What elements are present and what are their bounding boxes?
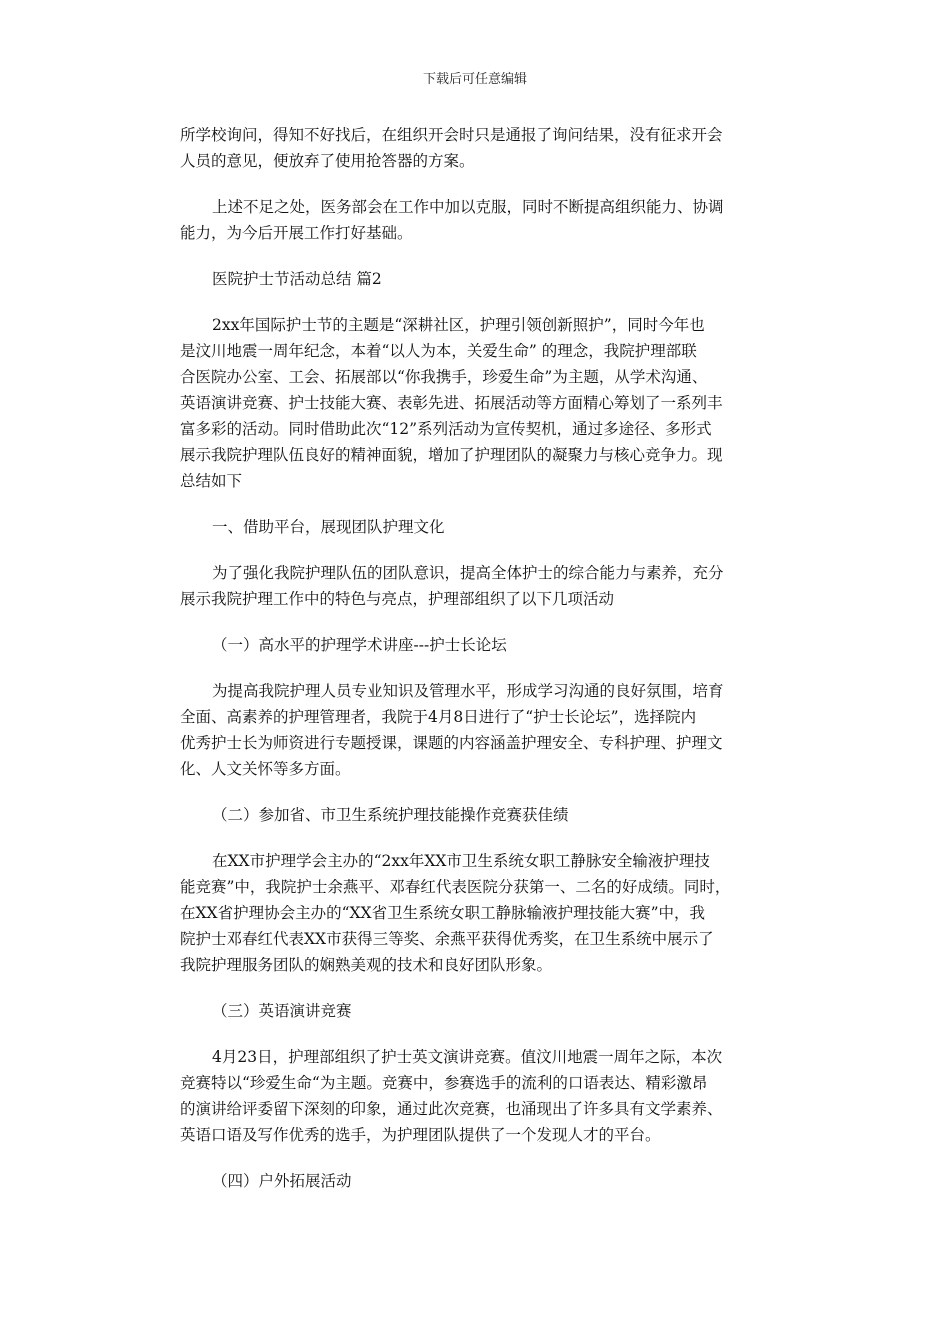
text-line: 全面、高素养的护理管理者，我院于4月8日进行了“护士长论坛”，选择院内 bbox=[180, 708, 697, 726]
text-line: 所学校询问，得知不好找后，在组织开会时只是通报了询问结果，没有征求开会 bbox=[180, 126, 723, 144]
paragraph-8 bbox=[180, 678, 780, 782]
page-header: 下载后可任意编辑 bbox=[422, 72, 527, 87]
item-heading-4 bbox=[180, 1168, 780, 1194]
item-heading-3 bbox=[180, 998, 780, 1024]
text-line: 一、借助平台，展现团队护理文化 bbox=[212, 518, 445, 536]
text-line: 总结如下 bbox=[180, 472, 243, 490]
text-line: （三）英语演讲竞赛 bbox=[212, 1002, 352, 1020]
section-heading bbox=[180, 266, 780, 292]
text-line: （一）高水平的护理学术讲座---护士长论坛 bbox=[212, 636, 507, 654]
paragraph-2 bbox=[180, 194, 780, 246]
text-line: 上述不足之处，医务部会在工作中加以克服，同时不断提高组织能力、协调 bbox=[212, 198, 724, 216]
paragraph-1 bbox=[180, 122, 780, 174]
text-line: （四）户外拓展活动 bbox=[212, 1172, 352, 1190]
item-heading-1 bbox=[180, 632, 780, 658]
text-line: 在XX省护理协会主办的“XX省卫生系统女职工静脉输液护理技能大赛”中，我 bbox=[180, 904, 705, 922]
text-line: 医院护士节活动总结 篇2 bbox=[212, 270, 382, 288]
document-body bbox=[180, 122, 780, 1194]
text-line: 为提高我院护理人员专业知识及管理水平，形成学习沟通的良好氛围，培育 bbox=[212, 682, 724, 700]
paragraph-10 bbox=[180, 848, 780, 978]
paragraph-12 bbox=[180, 1044, 780, 1148]
text-line: 为了强化我院护理队伍的团队意识，提高全体护士的综合能力与素养，充分 bbox=[212, 564, 724, 582]
subsection-heading bbox=[180, 514, 780, 540]
text-line: 2xx年国际护士节的主题是“深耕社区，护理引领创新照护”，同时今年也 bbox=[212, 316, 705, 334]
text-line: （二）参加省、市卫生系统护理技能操作竞赛获佳绩 bbox=[212, 806, 569, 824]
text-line: 能竞赛”中，我院护士余燕平、邓春红代表医院分获第一、二名的好成绩。同时， bbox=[180, 878, 731, 896]
paragraph-6 bbox=[180, 560, 780, 612]
item-heading-2 bbox=[180, 802, 780, 828]
text-line: 化、人文关怀等多方面。 bbox=[180, 760, 351, 778]
text-line: 是汶川地震一周年纪念，本着“以人为本，关爱生命” 的理念，我院护理部联 bbox=[180, 342, 697, 360]
text-line: 的演讲给评委留下深刻的印象，通过此次竞赛，也涌现出了许多具有文学素养、 bbox=[180, 1100, 723, 1118]
text-line: 展示我院护理队伍良好的精神面貌，增加了护理团队的凝聚力与核心竞争力。现 bbox=[180, 446, 723, 464]
text-line: 优秀护士长为师资进行专题授课，课题的内容涵盖护理安全、专科护理、护理文 bbox=[180, 734, 723, 752]
text-line: 人员的意见，便放弃了使用抢答器的方案。 bbox=[180, 152, 475, 170]
text-line: 英语口语及写作优秀的选手，为护理团队提供了一个发现人才的平台。 bbox=[180, 1126, 661, 1144]
paragraph-4 bbox=[180, 312, 780, 494]
text-line: 展示我院护理工作中的特色与亮点，护理部组织了以下几项活动 bbox=[180, 590, 615, 608]
text-line: 在XX市护理学会主办的“2xx年XX市卫生系统女职工静脉安全输液护理技 bbox=[212, 852, 710, 870]
text-line: 富多彩的活动。同时借助此次“12”系列活动为宣传契机，通过多途径、多形式 bbox=[180, 420, 712, 438]
text-line: 合医院办公室、工会、拓展部以“你我携手，珍爱生命”为主题，从学术沟通、 bbox=[180, 368, 708, 386]
text-line: 竞赛特以“珍爱生命“为主题。竞赛中，参赛选手的流利的口语表达、精彩激昂 bbox=[180, 1074, 708, 1092]
text-line: 能力，为今后开展工作打好基础。 bbox=[180, 224, 413, 242]
text-line: 英语演讲竞赛、护士技能大赛、表彰先进、拓展活动等方面精心筹划了一系列丰 bbox=[180, 394, 723, 412]
text-line: 院护士邓春红代表XX市获得三等奖、余燕平获得优秀奖，在卫生系统中展示了 bbox=[180, 930, 714, 948]
text-line: 我院护理服务团队的娴熟美观的技术和良好团队形象。 bbox=[180, 956, 553, 974]
text-line: 4月23日，护理部组织了护士英文演讲竞赛。值汶川地震一周年之际，本次 bbox=[212, 1048, 723, 1066]
